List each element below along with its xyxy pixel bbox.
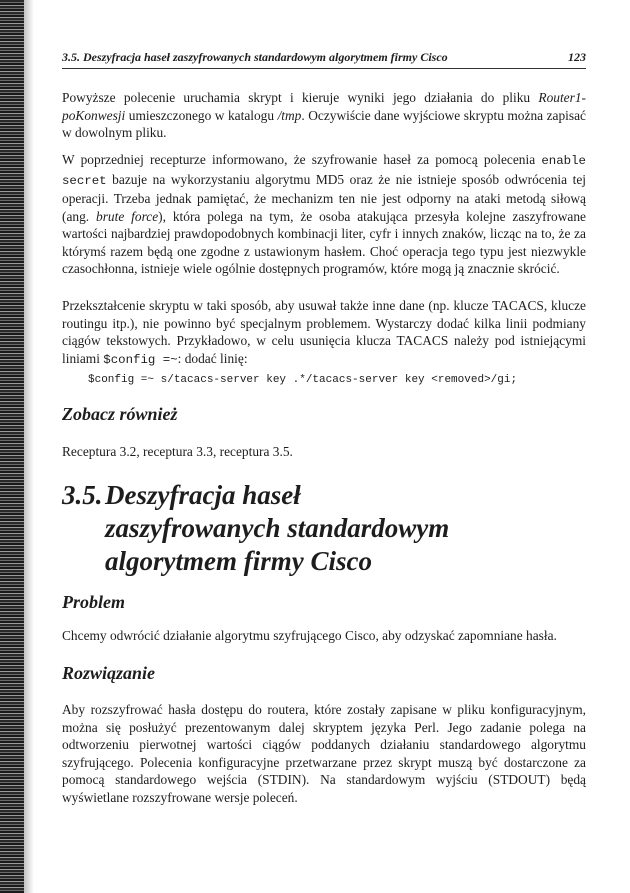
see-also-text: Receptura 3.2, receptura 3.3, receptura 3.5. <box>62 444 293 459</box>
see-also-heading: Zobacz również <box>62 404 178 424</box>
scan-binding-edge <box>0 0 24 893</box>
header-rule <box>62 68 586 69</box>
paragraph-enable-secret: W poprzedniej recepturze informowano, że szyfrowanie haseł za pomocą polecenia enable secret bazuje na wykorzystaniu algorytmu MD5 oraz że nie istnieje sposób odwrócenia tej operacji. Trzeba jednak pamiętać, że mechanizm ten nie jest odporny na ataki metodą siłową (ang. brute force), która polega na tym, że osoba atakująca przesyła kolejne zaszyfrowane wartości najbardziej prawdopodobnych kombinacji liter, cyfr i innych znaków, licząc na to, że za którymś razem będą one zgodne z ustawionym hasłem. Choć operacja tego typu jest niezwykle czasochłonna, istnieje wiele ogólnie dostępnych programów, które mogą ją znacznie skrócić. <box>62 152 586 276</box>
inline-code: $config =~ <box>103 352 178 367</box>
directory-name: /tmp <box>277 107 302 123</box>
solution-text: Aby rozszyfrować hasła dostępu do routera, które zostały zapisane w pliku konfiguracyjnym, można się posłużyć prezentowanym dalej skryptem języka Perl. Jego zadanie polega na odtworzeniu pierwotnej wartości ciągów poddanych działaniu standardowego algorytmu szyfrującego. Polecenia konfiguracyjne przetwarzane przez skrypt muszą być dostarczone za pomocą standardowego wejścia (STDIN). Na standardowym wyjściu (STDOUT) będą wyświetlane rozszyfrowane wersje poleceń. <box>62 702 586 805</box>
paragraph-tacacs: Przekształcenie skryptu w taki sposób, aby usuwał także inne dane (np. klucze TACACS, klucze routingu itp.), nie powinno być specjalnym problemem. Wystarczy dodać kilka linii podmiany ciągów tekstowych. Przykładowo, w celu usunięcia klucza TACACS należy pod istniejącymi liniami $config =~: dodać linię: <box>62 298 586 367</box>
page-number: 123 <box>568 50 586 64</box>
problem-text: Chcemy odwrócić działanie algorytmu szyfrującego Cisco, aby odzyskać zapomniane hasła. <box>62 628 557 643</box>
code-line: $config =~ s/tacacs-server key .*/tacacs-server key <removed>/gi; <box>88 374 518 386</box>
running-title: 3.5. Deszyfracja haseł zaszyfrowanych standardowym algorytmem firmy Cisco <box>62 50 448 64</box>
problem-heading: Problem <box>62 592 125 612</box>
section-number: 3.5. <box>62 480 103 510</box>
file-name: Router1-poKonwesji <box>62 90 586 123</box>
scan-shadow <box>24 0 34 893</box>
section-title: 3.5.Deszyfracja haseł zaszyfrowanych standardowym algorytmem firmy Cisco <box>62 480 450 576</box>
term-brute-force: brute force <box>96 208 159 224</box>
paragraph-output-file: Powyższe polecenie uruchamia skrypt i kieruje wyniki jego działania do pliku Router1-poKonwesji umieszczonego w katalogu /tmp. Oczywiście dane wyjściowe skryptu można zapisać w dowolnym pliku. <box>62 90 586 140</box>
inline-command: enable secret <box>62 154 586 188</box>
solution-heading: Rozwiązanie <box>62 663 156 683</box>
